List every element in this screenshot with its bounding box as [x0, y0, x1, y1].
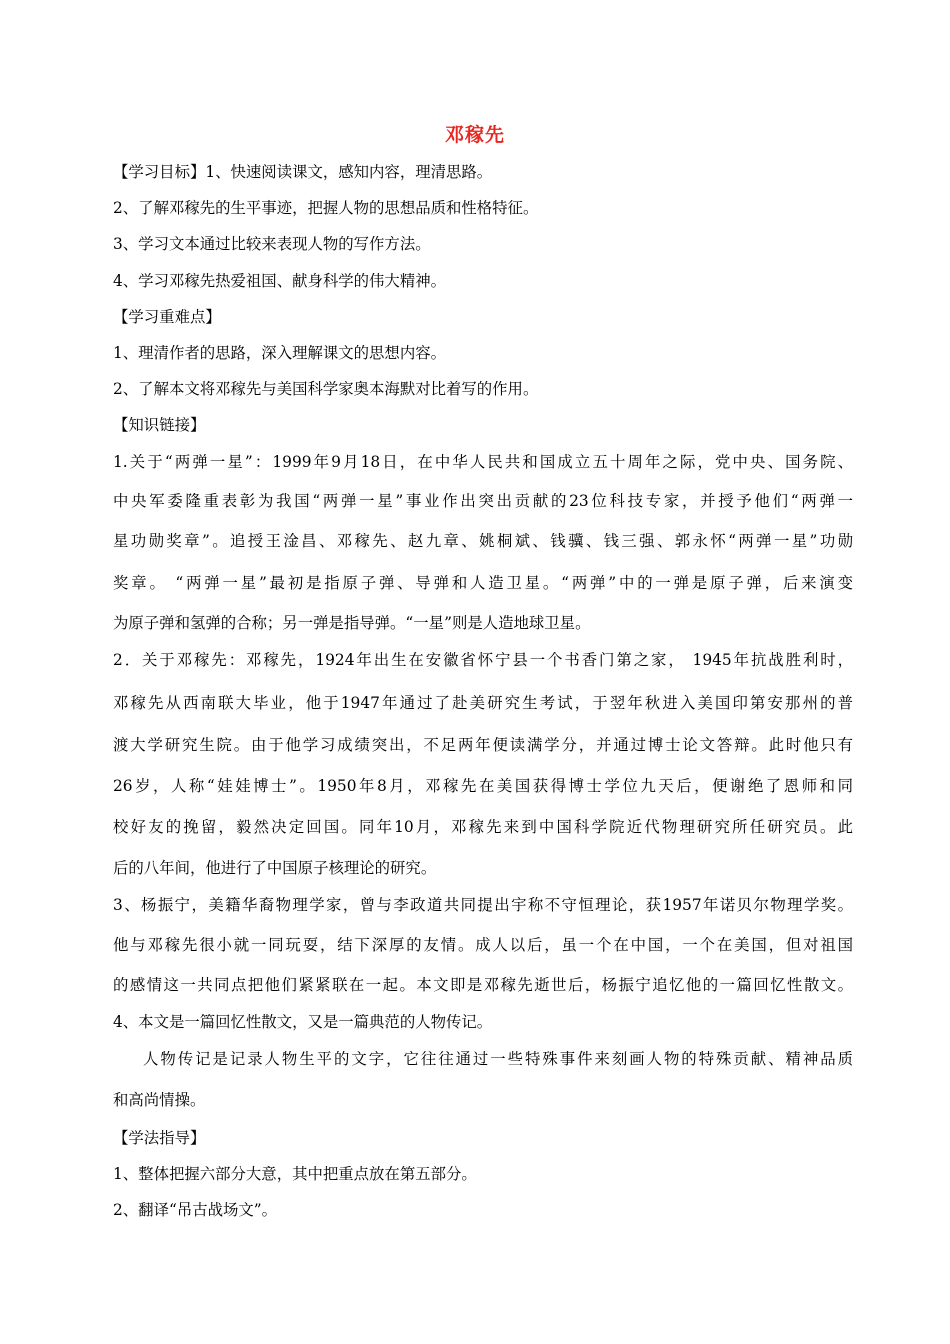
text-line-knowledge-2c: 渡大学研究生院。由于他学习成绩突出，不足两年便读满学分，并通过博士论文答辩。此时他只有 [113, 736, 853, 754]
text-line-knowledge-3c: 的感情这一共同点把他们紧紧联在一起。本文即是邓稼先逝世后，杨振宁追忆他的一篇回忆性散文。 [113, 976, 853, 994]
section-heading-knowledge-links: 【知识链接】 [113, 416, 206, 434]
text-line-knowledge-1b: 中央军委隆重表彰为我国“两弹一星”事业作出突出贡献的23位科技专家，并授予他们“两弹一 [113, 492, 853, 510]
text-line-learning-goals-3: 3、学习文本通过比较来表现人物的写作方法。 [113, 235, 431, 253]
text-line-knowledge-1c: 星功勋奖章”。追授王淦昌、邓稼先、赵九章、姚桐斌、钱骥、钱三强、郭永怀“两弹一星”功勋 [113, 532, 853, 550]
section-heading-study-guide: 【学法指导】 [113, 1129, 206, 1147]
text-line-knowledge-2f: 后的八年间，他进行了中国原子核理论的研究。 [113, 859, 437, 877]
text-line-knowledge-2d: 26岁，人称“娃娃博士”。1950年8月，邓稼先在美国获得博士学位九天后，便谢绝了恩师和同 [113, 777, 853, 795]
text-line-key-points-1: 1、理清作者的思路，深入理解课文的思想内容。 [113, 344, 446, 362]
text-line-knowledge-3a: 3、杨振宁，美籍华裔物理学家，曾与李政道共同提出宇称不守恒理论，获1957年诺贝尔物理学奖。 [113, 896, 853, 914]
text-line-study-guide-2: 2、翻译“吊古战场文”。 [113, 1201, 278, 1219]
text-line-knowledge-1e: 为原子弹和氢弹的合称；另一弹是指导弹。“一星”则是人造地球卫星。 [113, 614, 591, 632]
text-line-knowledge-2e: 校好友的挽留，毅然决定回国。同年10月，邓稼先来到中国科学院近代物理研究所任研究员。此 [113, 818, 853, 836]
text-line-biography-note-b: 和高尚情操。 [113, 1091, 206, 1109]
document-title: 邓稼先 [444, 124, 505, 146]
text-line-biography-note-a: 人物传记是记录人物生平的文字，它往往通过一些特殊事件来刻画人物的特殊贡献、精神品质 [143, 1050, 853, 1068]
section-heading-key-points: 【学习重难点】 [113, 308, 221, 326]
text-line-knowledge-2b: 邓稼先从西南联大毕业，他于1947年通过了赴美研究生考试，于翌年秋进入美国印第安那州的普 [113, 694, 853, 712]
text-line-learning-goals-1: 【学习目标】1、快速阅读课文，感知内容，理清思路。 [113, 163, 493, 181]
text-line-knowledge-4: 4、本文是一篇回忆性散文，又是一篇典范的人物传记。 [113, 1013, 493, 1031]
text-line-key-points-2: 2、了解本文将邓稼先与美国科学家奥本海默对比着写的作用。 [113, 380, 539, 398]
text-line-knowledge-2a: 2．关于邓稼先：邓稼先，1924年出生在安徽省怀宁县一个书香门第之家， 1945年抗战胜利时， [113, 651, 853, 669]
text-line-knowledge-1d: 奖章。 “两弹一星”最初是指原子弹、导弹和人造卫星。“两弹”中的一弹是原子弹，后来演变 [113, 574, 853, 592]
text-line-learning-goals-4: 4、学习邓稼先热爱祖国、献身科学的伟大精神。 [113, 272, 446, 290]
text-line-learning-goals-2: 2、了解邓稼先的生平事迹，把握人物的思想品质和性格特征。 [113, 199, 539, 217]
text-line-study-guide-1: 1、整体把握六部分大意，其中把重点放在第五部分。 [113, 1165, 477, 1183]
text-line-knowledge-3b: 他与邓稼先很小就一同玩耍，结下深厚的友情。成人以后，虽一个在中国，一个在美国，但对祖国 [113, 936, 853, 954]
text-line-knowledge-1a: 1.关于“两弹一星”：1999年9月18日，在中华人民共和国成立五十周年之际，党中央、国务院、 [113, 453, 853, 471]
